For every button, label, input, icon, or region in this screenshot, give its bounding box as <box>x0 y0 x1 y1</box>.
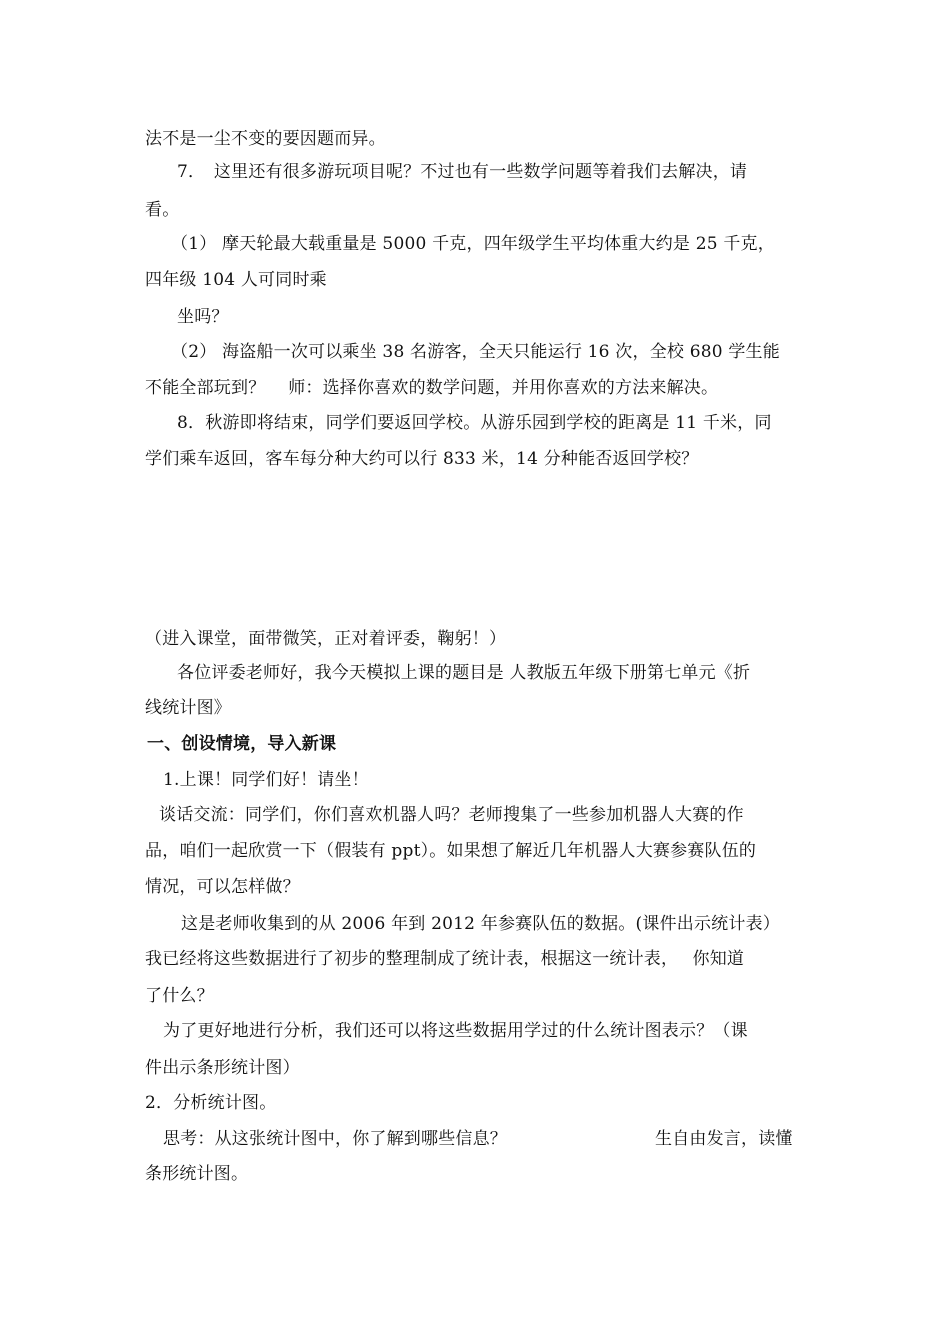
analysis-line-1: 为了更好地进行分析，我们还可以将这些数据用学过的什么统计图表示？（课 <box>163 1021 748 1041</box>
item-8-line-1: 8．秋游即将结束，同学们要返回学校。从游乐园到学校的距离是 11 千米，同 <box>177 413 772 433</box>
step-1: 1.上课！同学们好！请坐！ <box>163 770 369 790</box>
talk-line-1: 谈话交流：同学们，你们喜欢机器人吗？老师搜集了一些参加机器人大赛的作 <box>159 805 744 825</box>
think-question: 思考：从这张统计图中，你了解到哪些信息？ <box>163 1129 507 1149</box>
data-line-1: 这是老师收集到的从 2006 年到 2012 年参赛队伍的数据。(课件出示统计表） <box>181 914 780 934</box>
item-8-line-2: 学们乘车返回，客车每分种大约可以行 833 米，14 分种能否返回学校？ <box>145 449 699 469</box>
talk-line-3: 情况，可以怎样做？ <box>145 877 300 897</box>
analysis-line-2: 件出示条形统计图） <box>145 1058 300 1078</box>
question-1-line-1: （1） 摩天轮最大载重量是 5000 千克，四年级学生平均体重大约是 25 千克， <box>171 234 775 254</box>
data-line-2: 我已经将这些数据进行了初步的整理制成了统计表，根据这一统计表， 你知道 <box>145 949 745 969</box>
question-2-line-1: （2） 海盗船一次可以乘坐 38 名游客，全天只能运行 16 次，全校 680 学生能 <box>171 342 780 362</box>
item-7-line-1: 7． 这里还有很多游玩项目呢？不过也有一些数学问题等着我们去解决，请 <box>177 162 748 182</box>
stage-direction: （进入课堂，面带微笑，正对着评委，鞠躬！） <box>145 629 507 649</box>
talk-line-2: 品，咱们一起欣赏一下（假装有 ppt）。如果想了解近几年机器人大赛参赛队伍的 <box>145 841 757 861</box>
question-1-line-2: 四年级 104 人可同时乘 <box>145 270 327 290</box>
intro-line-1: 各位评委老师好，我今天模拟上课的题目是 人教版五年级下册第七单元《折 <box>177 663 751 683</box>
question-1-line-3: 坐吗？ <box>177 307 229 327</box>
think-answer: 生自由发言，读懂 <box>655 1129 793 1149</box>
section-heading-1: 一、创设情境，导入新课 <box>147 734 337 754</box>
question-2-line-2: 不能全部玩到？ 师：选择你喜欢的数学问题，并用你喜欢的方法来解决。 <box>145 378 719 398</box>
intro-line-2: 线统计图》 <box>145 698 231 718</box>
item-7-line-2: 看。 <box>145 200 180 220</box>
data-line-3: 了什么？ <box>145 986 214 1006</box>
think-line-2: 条形统计图。 <box>145 1164 249 1184</box>
step-2: 2．分析统计图。 <box>145 1093 277 1113</box>
paragraph-continuation: 法不是一尘不变的要因题而异。 <box>145 129 386 149</box>
